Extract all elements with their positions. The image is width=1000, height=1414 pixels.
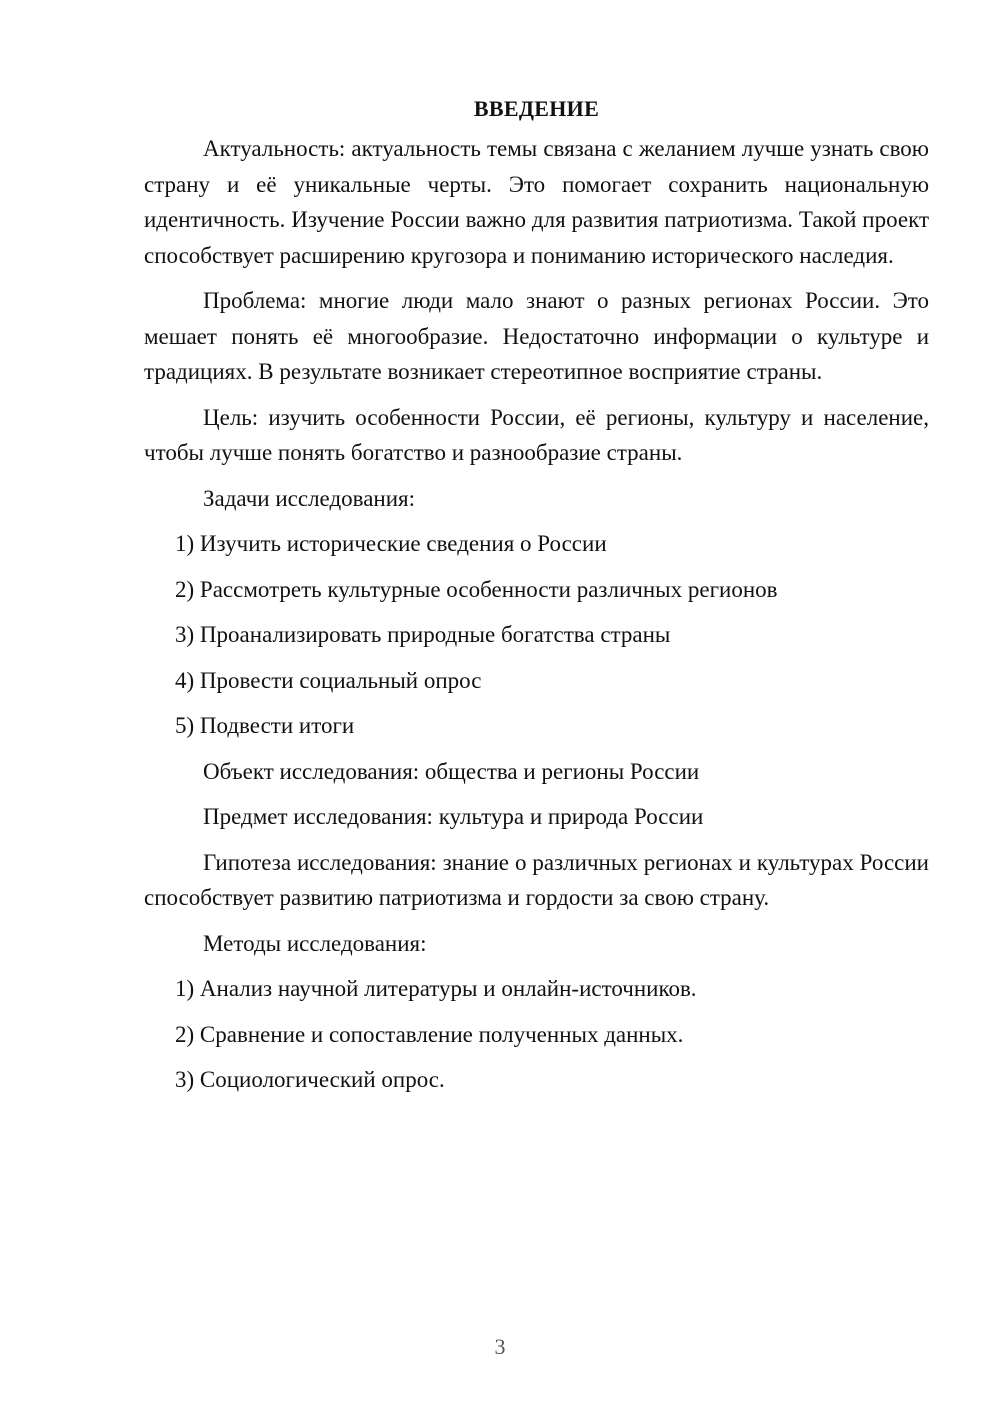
methods-list bbox=[144, 971, 929, 1098]
task-item: 4) Провести социальный опрос bbox=[175, 667, 482, 693]
method-item: 1) Анализ научной литературы и онлайн-источников. bbox=[175, 976, 697, 1001]
problem-paragraph: Проблема: многие люди мало знают о разных регионах России. Это мешает понять её многообразие. Недостаточно информации о культуре и традициях. В результате возникает стереотипное восприятие страны. bbox=[144, 288, 929, 384]
section-heading: ВВЕДЕНИЕ bbox=[473, 96, 600, 121]
subject-paragraph: Предмет исследования: культура и природа России bbox=[203, 804, 704, 829]
method-item: 3) Социологический опрос. bbox=[175, 1067, 445, 1092]
task-item: 3) Проанализировать природные богатства страны bbox=[175, 622, 671, 647]
method-item: 2) Сравнение и сопоставление полученных данных. bbox=[175, 1021, 684, 1047]
goal-paragraph: Цель: изучить особенности России, её регионы, культуру и население, чтобы лучше понять богатство и разнообразие страны. bbox=[144, 404, 929, 465]
relevance-paragraph: Актуальность: актуальность темы связана с желанием лучше узнать свою страну и её уникальные черты. Это помогает сохранить национальную идентичность. Изучение России важно для развития патриотизма. Такой проект способствует расширению кругозора и пониманию исторического наследия. bbox=[144, 136, 929, 268]
task-item: 5) Подвести итоги bbox=[175, 713, 355, 738]
tasks-list bbox=[144, 526, 929, 744]
task-item: 2) Рассмотреть культурные особенности различных регионов bbox=[175, 576, 778, 602]
page-number: 3 bbox=[494, 1334, 506, 1359]
task-item: 1) Изучить исторические сведения о России bbox=[175, 531, 607, 556]
methods-title: Методы исследования: bbox=[203, 930, 427, 956]
hypothesis-paragraph: Гипотеза исследования: знание о различных регионах и культурах России способствует развитию патриотизма и гордости за свою страну. bbox=[144, 849, 929, 910]
page-content bbox=[144, 92, 929, 1108]
object-paragraph: Объект исследования: общества и регионы России bbox=[203, 758, 700, 784]
tasks-title: Задачи исследования: bbox=[203, 485, 416, 511]
